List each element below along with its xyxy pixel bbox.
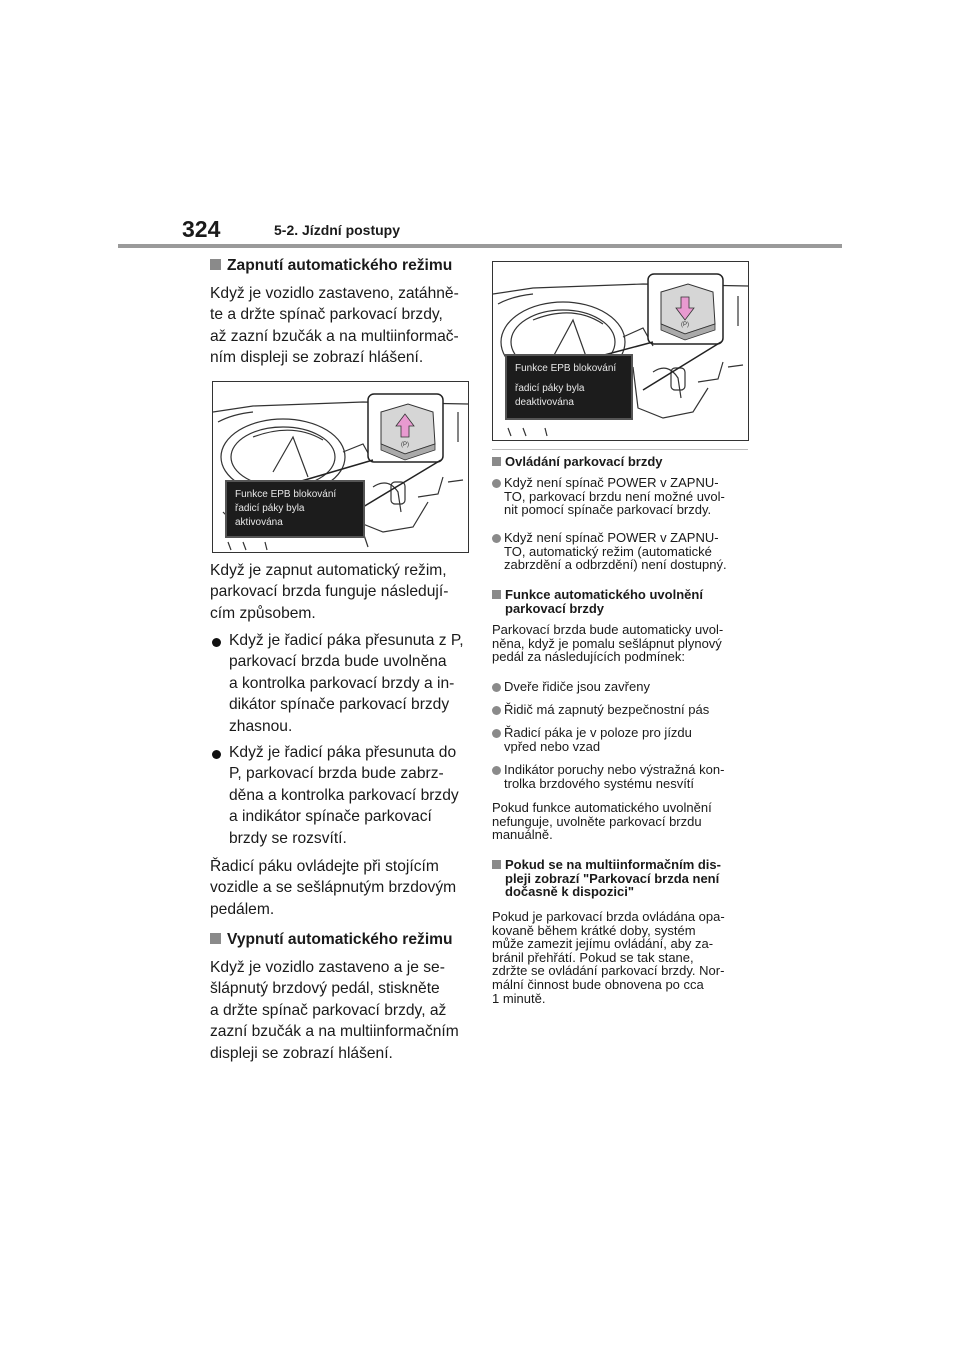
text-line: a indikátor spínače parkovací — [229, 808, 432, 826]
square-bullet-icon — [492, 590, 501, 599]
text-line: pedál za následujících podmínek: — [492, 649, 685, 665]
svg-text:(P): (P) — [681, 322, 689, 328]
text-line: Řidič má zapnutý bezpečnostní pás — [504, 702, 710, 717]
text-line: Když je vozidlo zastaveno, zatáhně- — [210, 285, 459, 302]
text-line: Indikátor poruchy nebo výstražná kon- — [504, 762, 725, 777]
display-line: řadicí páky byla deaktivována — [515, 383, 585, 408]
text-line: zabrzdění a odbrzdění) není dostupný. — [504, 557, 727, 573]
header-rule — [118, 244, 842, 248]
text-line: nefunguje, uvolněte parkovací brzdu — [492, 813, 702, 829]
bullet-power-off-release — [492, 476, 754, 517]
bullet-dot-icon — [492, 729, 501, 738]
text-line: šlápnutý brzdový pedál, stiskněte — [210, 980, 440, 998]
display-line: řadicí páky byla aktivována — [235, 503, 305, 528]
heading-auto-release — [492, 588, 754, 615]
text-line: Pokud funkce automatického uvolnění — [492, 800, 712, 815]
square-bullet-icon — [492, 457, 501, 466]
bullet-dot-icon — [492, 534, 501, 543]
display-line: Funkce EPB blokování — [515, 363, 617, 374]
square-bullet-icon — [210, 933, 221, 944]
text-line: parkovací brzda bude uvolněna — [229, 653, 447, 671]
text-line: Parkovací brzda bude automaticky uvol- — [492, 622, 724, 637]
heading-text: pleji zobrazí "Parkovací brzda není — [505, 870, 720, 886]
text-line: vozidle a se sešlápnutým brzdovým — [210, 879, 457, 897]
section-title: 5-2. Jízdní postupy — [274, 222, 401, 238]
page-number: 324 — [182, 216, 221, 242]
text-line: TO, automatický režim (automatické — [504, 543, 712, 559]
para-auto-mode-behaviour — [210, 560, 472, 624]
heading-temporarily-unavailable — [492, 858, 754, 899]
text-line: zazní bzučák a na multiinformačním — [210, 1023, 459, 1041]
bullet-dot-icon — [492, 766, 501, 775]
text-line: P, parkovací brzda bude zabrz- — [229, 765, 444, 783]
heading-text: Ovládání parkovací brzdy — [505, 454, 663, 469]
bullet-shift-out-of-p — [212, 630, 472, 737]
heading-text: Zapnutí automatického režimu — [227, 257, 453, 274]
text-line: zhasnou. — [229, 717, 293, 735]
text-line: dikátor spínače parkovací brzdy — [229, 696, 450, 714]
text-line: ním displeji se zobrazí hlášení. — [210, 349, 424, 367]
text-line: Když není spínač POWER v ZAPNU- — [504, 475, 719, 490]
multi-info-display-message — [505, 354, 633, 420]
text-line: te a držte spínač parkovací brzdy, — [210, 306, 443, 324]
svg-text:(P): (P) — [401, 442, 409, 448]
square-bullet-icon — [210, 259, 221, 270]
text-line: Dveře řidiče jsou zavřeny — [504, 679, 650, 694]
text-line: může zamezit jejímu ovládání, aby za- — [492, 936, 714, 952]
heading-text: Funkce automatického uvolnění — [505, 587, 703, 602]
text-line: 1 minutě. — [492, 990, 546, 1006]
para-shift-note — [210, 856, 472, 920]
text-line: mální činnost bude obnovena po cca — [492, 976, 704, 992]
figure-dashboard-deactivate — [492, 261, 749, 441]
bullet-seatbelt — [492, 703, 754, 717]
heading-auto-mode-on — [210, 255, 472, 276]
text-line: zdržte se ovládání parkovací brzdy. Nor- — [492, 963, 725, 979]
text-line: TO, parkovací brzdu není možné uvol- — [504, 488, 725, 504]
text-line: bránil přehřátí. Pokud se tak stane, — [492, 949, 694, 965]
text-line: Řadicí páku ovládejte při stojícím — [210, 858, 439, 875]
text-line: děna a kontrolka parkovací brzdy — [229, 786, 459, 804]
heading-text: Vypnutí automatického režimu — [227, 931, 453, 948]
text-line: Když je řadicí páka přesunuta z P, — [229, 632, 464, 649]
para-enable-instructions — [210, 283, 472, 369]
bullet-dot-icon — [492, 706, 501, 715]
text-line: Řadicí páka je v poloze pro jízdu — [504, 725, 692, 740]
text-line: Pokud je parkovací brzda ovládána opa- — [492, 909, 725, 924]
bullet-driver-door — [492, 680, 754, 694]
para-manual-release — [492, 801, 754, 842]
bullet-shift-lever — [492, 726, 754, 753]
heading-parking-brake-operation — [492, 455, 754, 469]
text-line: displeji se zobrazí hlášení. — [210, 1044, 393, 1062]
text-line: brzdy se rozsvítí. — [229, 829, 347, 847]
text-line: Když je vozidlo zastaveno a je se- — [210, 959, 445, 976]
square-bullet-icon — [492, 860, 501, 869]
para-auto-release-conditions — [492, 623, 754, 664]
bullet-shift-into-p — [212, 742, 472, 849]
text-line: až zazní bzučák a na multiinformač- — [210, 327, 459, 345]
heading-text: parkovací brzdy — [505, 600, 604, 616]
para-overheat-protection — [492, 910, 754, 1005]
text-line: a kontrolka parkovací brzdy a in- — [229, 674, 455, 692]
text-line: nit pomocí spínače parkovací brzdy. — [504, 502, 712, 518]
text-line: parkovací brzda funguje následují- — [210, 583, 449, 601]
bullet-dot-icon — [212, 638, 221, 647]
bullet-power-off-auto-mode — [492, 531, 754, 572]
figure-dashboard-activate — [212, 381, 469, 553]
para-disable-instructions — [210, 957, 472, 1064]
bullet-dot-icon — [492, 479, 501, 488]
text-line: Když je zapnut automatický režim, — [210, 562, 447, 579]
heading-text: Pokud se na multiinformačním dis- — [505, 857, 721, 872]
bullet-warning-lamp — [492, 763, 754, 790]
text-line: něna, když je pomalu sešlápnut plynový — [492, 635, 722, 651]
text-line: pedálem. — [210, 900, 275, 918]
text-line: trolka brzdového systému nesvítí — [504, 775, 695, 791]
text-line: manuálně. — [492, 827, 553, 843]
heading-auto-mode-off — [210, 929, 472, 950]
text-line: cím způsobem. — [210, 604, 316, 622]
multi-info-display-message — [225, 480, 365, 538]
bullet-dot-icon — [212, 750, 221, 759]
text-line: kovaně během krátké doby, systém — [492, 922, 696, 938]
text-line: Když není spínač POWER v ZAPNU- — [504, 530, 719, 545]
text-line: Když je řadicí páka přesunuta do — [229, 744, 457, 761]
text-line: vpřed nebo vzad — [504, 738, 601, 754]
text-line: a držte spínač parkovací brzdy, až — [210, 1001, 447, 1019]
heading-text: dočasně k dispozici" — [505, 884, 634, 900]
display-line: Funkce EPB blokování — [235, 489, 337, 500]
bullet-dot-icon — [492, 683, 501, 692]
section-divider — [492, 449, 748, 450]
